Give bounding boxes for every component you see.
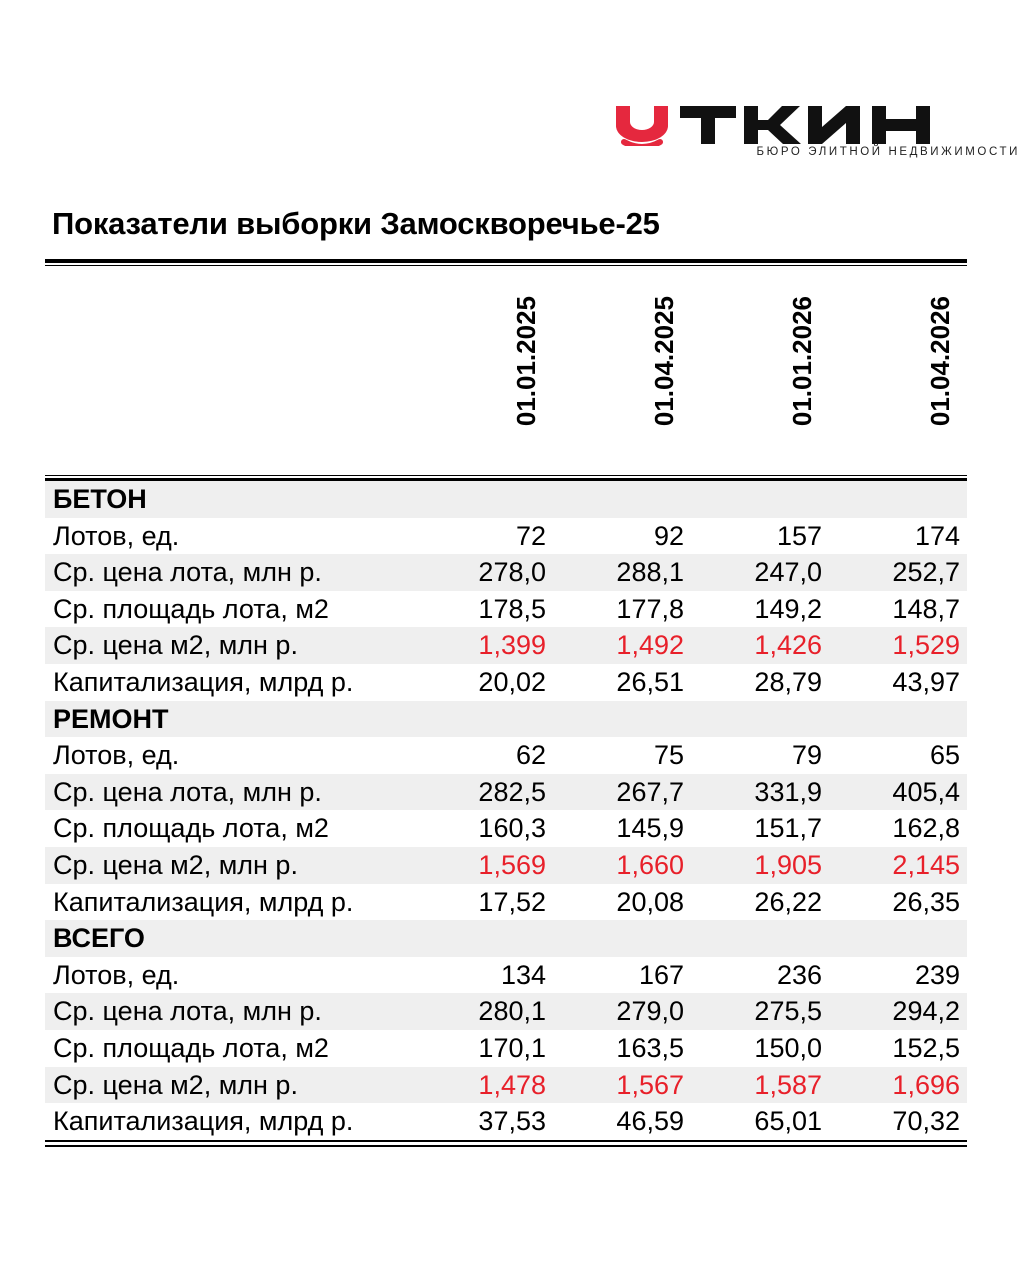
top-rule-thin: [45, 265, 967, 266]
table-cell: 1,492: [616, 630, 684, 661]
table-cell: 275,5: [754, 996, 822, 1027]
table-cell: 2,145: [892, 850, 960, 880]
table-cell: 247,0: [754, 557, 822, 588]
table-cell: 28,79: [754, 667, 822, 697]
table-cell: 20,08: [616, 886, 684, 917]
table-row: [45, 957, 967, 994]
row-label: Ср. площадь лота, м2: [53, 593, 329, 624]
row-label: Ср. цена лота, млн р.: [53, 776, 322, 807]
header-rule-thin: [45, 475, 967, 476]
table-row: [45, 1103, 967, 1140]
table-cell: 160,3: [478, 813, 546, 844]
row-label: Ср. цена лота, млн р.: [53, 996, 322, 1027]
table-cell: 20,02: [478, 667, 546, 697]
table-cell: 174: [914, 520, 960, 551]
table-row: [45, 664, 967, 701]
bottom-rule: [45, 1140, 967, 1142]
table-cell: 279,0: [616, 996, 684, 1027]
table-cell: 43,97: [892, 667, 960, 697]
table-cell: 150,0: [754, 1033, 822, 1063]
table-cell: 288,1: [616, 557, 684, 588]
table-cell: 177,8: [616, 593, 684, 624]
table-cell: 37,53: [478, 1106, 546, 1137]
table-cell: 178,5: [478, 593, 546, 624]
section-label: ВСЕГО: [53, 923, 145, 954]
table-cell: 282,5: [478, 776, 546, 807]
table-row: [45, 737, 967, 774]
table-cell: 17,52: [478, 886, 546, 917]
table-cell: 92: [653, 520, 684, 551]
table-cell: 170,1: [478, 1033, 546, 1063]
top-rule: [45, 259, 967, 263]
row-label: Капитализация, млрд р.: [53, 1106, 354, 1137]
row-label: Ср. площадь лота, м2: [53, 813, 329, 844]
table-row: [45, 774, 967, 811]
table-cell: 1,567: [616, 1069, 684, 1100]
table-cell: 1,478: [478, 1069, 546, 1100]
table-cell: 149,2: [754, 593, 822, 624]
row-label: Лотов, ед.: [53, 520, 180, 551]
table-row: [45, 554, 967, 591]
table-cell: 252,7: [892, 557, 960, 588]
bottom-rule-2: [45, 1145, 967, 1147]
table-row: [45, 1067, 967, 1104]
row-label: Лотов, ед.: [53, 959, 180, 990]
table-cell: 1,587: [754, 1069, 822, 1100]
row-label: Ср. цена м2, млн р.: [53, 630, 298, 661]
table-cell: 152,5: [892, 1033, 960, 1063]
table-row: [45, 993, 967, 1030]
table-cell: 151,7: [754, 813, 822, 844]
table-row: [45, 847, 967, 884]
section-label: БЕТОН: [53, 484, 147, 514]
table-cell: 134: [500, 959, 546, 990]
table-cell: 79: [791, 740, 822, 771]
logo-tagline: БЮРО ЭЛИТНОЙ НЕДВИЖИМОСТИ: [756, 146, 1020, 158]
table-cell: 1,696: [892, 1069, 960, 1100]
row-label: Капитализация, млрд р.: [53, 667, 354, 697]
column-header-4: 01.04.2026: [925, 296, 955, 427]
table-row: [45, 1030, 967, 1067]
table-row: [45, 810, 967, 847]
table-cell: 1,426: [754, 630, 822, 661]
table-cell: 1,660: [616, 850, 684, 880]
column-header-2: 01.04.2025: [649, 296, 679, 427]
row-label: Ср. цена м2, млн р.: [53, 850, 298, 880]
table-cell: 267,7: [616, 776, 684, 807]
table-cell: 239: [914, 959, 960, 990]
table-cell: 331,9: [754, 776, 822, 807]
table-cell: 145,9: [616, 813, 684, 844]
table-cell: 280,1: [478, 996, 546, 1027]
table-cell: 278,0: [478, 557, 546, 588]
table-cell: 26,35: [892, 886, 960, 917]
table-row: [45, 591, 967, 628]
row-label: Ср. площадь лота, м2: [53, 1033, 329, 1063]
table-cell: 157: [776, 520, 822, 551]
row-label: Капитализация, млрд р.: [53, 886, 354, 917]
table-cell: 405,4: [892, 776, 960, 807]
section-label: РЕМОНТ: [53, 703, 169, 734]
table-cell: 236: [776, 959, 822, 990]
table-cell: 167: [638, 959, 684, 990]
table-row: [45, 884, 967, 921]
section-row: [45, 920, 967, 957]
table-cell: 26,51: [616, 667, 684, 697]
section-row: [45, 481, 967, 518]
row-label: Лотов, ед.: [53, 740, 180, 771]
table-cell: 294,2: [892, 996, 960, 1027]
table-cell: 1,905: [754, 850, 822, 880]
table-cell: 75: [653, 740, 684, 771]
logo-wordmark: [610, 100, 960, 146]
table-cell: 65,01: [754, 1106, 822, 1137]
row-label: Ср. цена лота, млн р.: [53, 557, 322, 588]
table-cell: 72: [515, 520, 546, 551]
table-cell: 162,8: [892, 813, 960, 844]
table-cell: 1,569: [478, 850, 546, 880]
table-row: [45, 518, 967, 555]
table-cell: 26,22: [754, 886, 822, 917]
row-label: Ср. цена м2, млн р.: [53, 1069, 298, 1100]
table-cell: 62: [515, 740, 546, 771]
column-header-3: 01.01.2026: [787, 296, 817, 427]
table-cell: 148,7: [892, 593, 960, 624]
table-cell: 65: [929, 740, 960, 771]
table-cell: 163,5: [616, 1033, 684, 1063]
table-cell: 70,32: [892, 1106, 960, 1137]
table-cell: 1,399: [478, 630, 546, 661]
table-cell: 46,59: [616, 1106, 684, 1137]
section-row: [45, 701, 967, 738]
column-header-1: 01.01.2025: [511, 296, 541, 427]
table-title: Показатели выборки Замоскворечье-25: [52, 206, 660, 241]
table-cell: 1,529: [892, 630, 960, 661]
table-row: [45, 627, 967, 664]
